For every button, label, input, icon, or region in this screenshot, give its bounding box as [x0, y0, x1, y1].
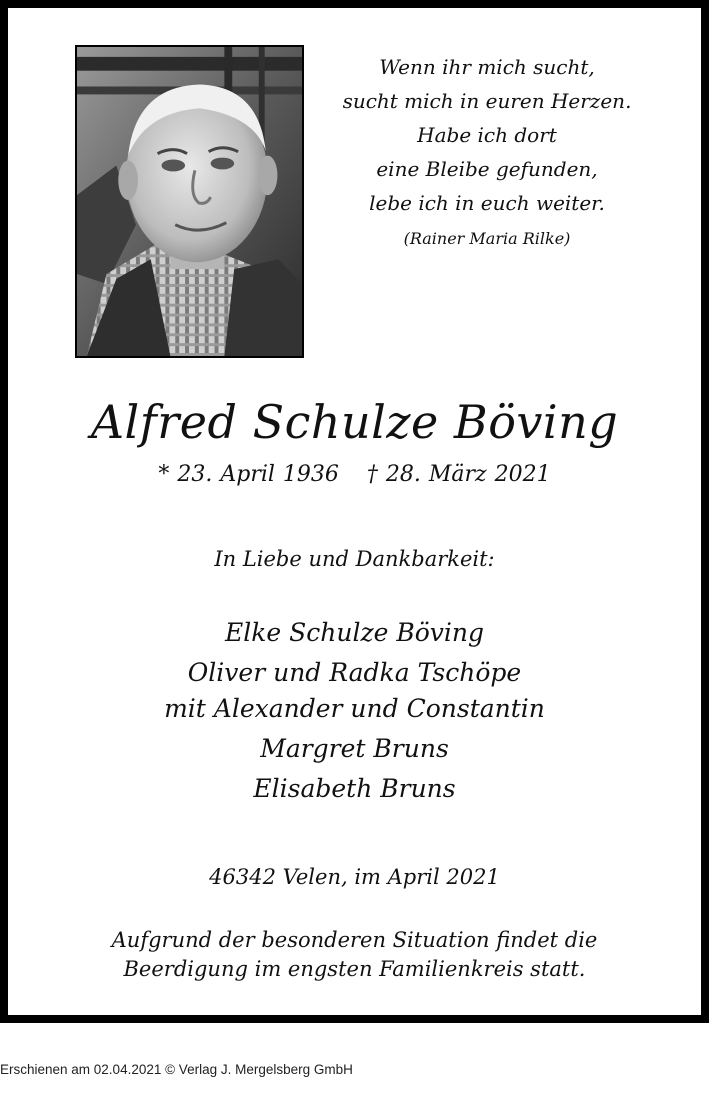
deceased-name: Alfred Schulze Böving [90, 395, 619, 449]
mourner-name: Oliver und Radka Tschöpe [187, 658, 522, 687]
thanks-line: In Liebe und Dankbarkeit: [214, 547, 495, 571]
poem [322, 50, 652, 256]
funeral-notice [8, 926, 701, 984]
mourner-name: Elisabeth Bruns [253, 774, 456, 803]
birth-date: * 23. April 1936 [158, 462, 339, 487]
mourner-name: Margret Bruns [260, 734, 449, 763]
mourner-name: mit Alexander und Constantin [164, 694, 545, 723]
notice-line: Aufgrund der besonderen Situation findet die [111, 928, 598, 952]
publication-footer: Erschienen am 02.04.2021 © Verlag J. Mergelsberg GmbH [0, 1062, 353, 1077]
poem-line: eine Bleibe gefunden, [376, 157, 598, 181]
portrait-photo [75, 45, 304, 358]
poem-author: (Rainer Maria Rilke) [403, 229, 571, 248]
life-dates [8, 458, 701, 492]
poem-line: sucht mich in euren Herzen. [342, 89, 632, 113]
death-date: † 28. März 2021 [366, 462, 551, 487]
mourner-name: Elke Schulze Böving [224, 618, 485, 647]
portrait-image [77, 47, 302, 356]
notice-line: Beerdigung im engsten Familienkreis statt. [123, 957, 586, 981]
poem-line: lebe ich in euch weiter. [369, 191, 605, 215]
place-date: 46342 Velen, im April 2021 [209, 865, 500, 889]
mourners-list [8, 615, 701, 807]
poem-line: Wenn ihr mich sucht, [379, 55, 595, 79]
poem-line: Habe ich dort [417, 123, 557, 147]
